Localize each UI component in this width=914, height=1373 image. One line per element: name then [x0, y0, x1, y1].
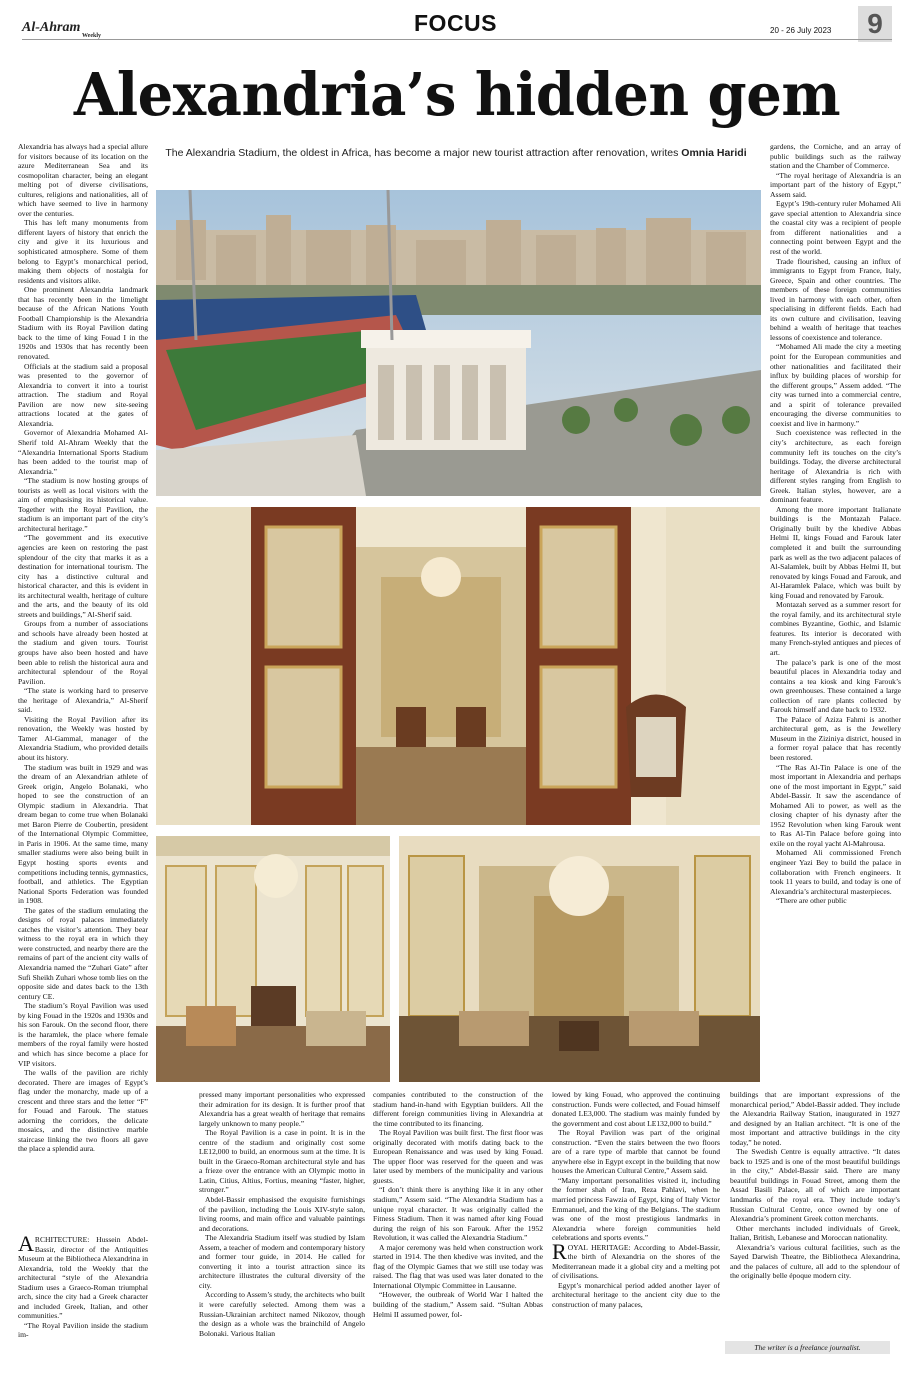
paragraph: The Royal Pavilion was built first. The first floor was originally decorated with motifs dating back to the European Renaissance and was used by king Fouad. The upper floor was reserved for the queen and was later used by members of the municipality and various guests.: [373, 1128, 543, 1185]
paragraph: Alexandria’s various cultural facilities, such as the Sayed Darwish Theatre, the Bibliotheca Alexandrina, and the palaces of culture, all add to the splendour of the originally belle époque modern city.: [730, 1242, 900, 1281]
paragraph: Officials at the stadium said a proposal was presented to the governor of Alexandria to convert it into a tourist attraction. The stadium and Royal Pavilion are now new site-seeing attractions located at the gates of Alexandria.: [18, 361, 148, 428]
paragraph: “The royal heritage of Alexandria is an important part of the history of Egypt,” Assem said.: [770, 170, 901, 199]
paragraph: Other merchants included individuals of Greek, Italian, British, Lebanese and Moroccan nationality.: [730, 1223, 900, 1243]
salon-photo-right: [399, 836, 760, 1082]
paragraph: “The state is working hard to preserve the heritage of Alexandria,” Al-Sherif said.: [18, 686, 148, 715]
paragraph: This has left many monuments from different layers of history that enrich the city and give it its luxurious and sophisticated atmosphere. Some of them belong to Egypt’s monarchical period, making them objects of nostalgia for residents and visitors alike.: [18, 218, 148, 285]
paragraph: The stadium was built in 1929 and was the dream of an Alexandrian athlete of Greek origin, Angelo Bolanaki, who hoped to see the construction of an Olympic stadium in Alexandria. That dream began to come true when Bolanaki met Baron Pierre de Coubertin, president of the International Olympic Committee, in Paris in 1906. At the same time, many smaller stadiums were also being built in Egypt hosting sports events and competitions including tennis, gymnastics, football, and athletics. The Egyptian National Sports Federation was founded in 1908.: [18, 762, 148, 906]
paragraph: “Mohamed Ali made the city a meeting point for the European communities and other nationalities and facilitated their influx by building places of worship for the different groups,” Assem added. “The city was turned into a commercial centre, and a spirit of tolerance prevailed encouraging the diverse communities to coexist and live in harmony.”: [770, 342, 901, 428]
article-column-bottom-3: [373, 1090, 543, 1362]
paragraph: gardens, the Corniche, and an array of public buildings such as the railway station and the Chamber of Commerce.: [770, 142, 901, 171]
paragraph: The Palace of Aziza Fahmi is another architectural gem, as is the Jewellery Museum in the Ziziniya district, housed in a former royal palace that has recently been restored.: [770, 714, 901, 762]
paragraph: [552, 1176, 720, 1243]
royal-pavilion-interior-photo: [156, 507, 760, 825]
paragraph: According to Assem’s study, the architects who built it were carefully selected. Among them was a Russian-Ukrainian architect named Nikozov, though the design as a whole was the brainchild of Angelo Bolonaki. Various Italian: [199, 1290, 365, 1338]
paragraph: The Swedish Centre is equally attractive. “It dates back to 1925 and is one of the most beautiful buildings in the city,” Abdel-Bassir said. There are many beautiful buildings in Fouad Street, among them the Assad Basili Palace, all of which are important landmarks of the royal era. They include today’s Russian Cultural Centre, once owned by one of Alexandria’s prominent Greek cotton merchants.: [730, 1147, 900, 1224]
paragraph: Such coexistence was reflected in the city’s architecture, as each foreign community left its touches on the city’s buildings. Today, the diverse architectural heritage of Alexandria is rich with different styles ranging from English to Greek. Italian styles, however, are a dominant feature.: [770, 428, 901, 505]
page-number: 9: [858, 6, 892, 42]
masthead-logo: Al-Ahram Weekly: [22, 20, 101, 39]
paragraph: Governor of Alexandria Mohamed Al-Sherif told Al-Ahram Weekly that the “Alexandria International Sports Stadium has been added to the tourist map of Alexandria.”: [18, 428, 148, 476]
article-column-bottom-2: [199, 1090, 365, 1362]
headline: Alexandria’s hidden gem: [73, 60, 841, 130]
paragraph: The stadium’s Royal Pavilion was used by king Fouad in the 1920s and 1930s and his son Farouk. On the second floor, there is the haramlek, the place where female members of the royal family were hosted and which has since become a place for VIP visitors.: [18, 1001, 148, 1068]
paragraph-text: According to Abdel-Bassir, the birth of Alexandria on the shores of the Mediterranean made it a global city and a melting pot of civilisations.: [552, 1242, 720, 1281]
paragraph: [552, 1090, 720, 1128]
subhead-lead: RCHITECTURE:: [34, 1235, 90, 1244]
paragraph: The Alexandria Stadium itself was studied by Islam Assem, a teacher of modern and contemporary history and former tour guide, in 2014. He called for converting it into a tourist attraction since its architecture illustrates the cultural diversity of the city.: [199, 1233, 365, 1290]
paragraph: buildings that are important expressions of the monarchical period,” Abdel-Bassir added. They include the Alexandria Railway Station, inaugurated in 1927 and designed by an Italian architect. “It is one of the most important and attractive buildings in the city today,” he noted.: [730, 1090, 900, 1147]
paragraph: “The government and its executive agencies are keen on restoring the past splendour of the city that marks it as a destination for international tourism. The city has a distinctive cultural and historical character, and this is evident in its architectural wealth, heritage of culture and the arts, and the beauty of its old streets and buildings,” Al-Sherif said.: [18, 533, 148, 619]
paragraph: Trade flourished, causing an influx of immigrants to Egypt from France, Italy, Greece, Spain and other countries. The members of these foreign communities lived in harmony with each other, often specialising in different fields. Each had its own culture and civilisation, leaving behind a wealth of heritage that teaches lessons of coexistence and tolerance.: [770, 256, 901, 342]
subhead-lead: OYAL HERITAGE:: [567, 1242, 631, 1252]
article-column-bottom-1: [18, 1235, 148, 1360]
paragraph: The palace’s park is one of the most beautiful places in Alexandria today and contains a tea kiosk and king Farouk’s own greenhouses. These contained a large collection of rare plants collected by Farouk himself and date back to 1932.: [770, 657, 901, 715]
article-column-right: [770, 142, 901, 1088]
salon-photo-left: [156, 836, 390, 1082]
paragraph: Groups from a number of associations and schools have already been hosted at the stadium and given tours. Tourist groups have also been hosted and have been able to relish the historical aura and architectural splendour of the Royal Pavilion.: [18, 619, 148, 686]
article-column-left: [18, 142, 148, 1232]
paragraph: A major ceremony was held when construction work started in 1914. The then khedive was invited, and the flag of the Olympic Games that we still use today was raised. The flag that was used was later donated to the International Olympic Committee in Lausanne.: [373, 1242, 543, 1290]
article-column-bottom-4: [552, 1090, 720, 1362]
issue-dates: 20 - 26 July 2023: [770, 26, 832, 35]
paragraph: Alexandria has always had a special allure for visitors because of its location on the azure Mediterranean Sea and its cosmopolitan character, being an elegant melting pot of diverse civilisations, cultures, religions and nationalities, all of which have seemed to live in harmony over the centuries.: [18, 142, 148, 218]
paragraph-text: “Many important personalities visited it, including the former shah of Iran, Reza Pahlavi, when he married princess Fawzia of Egypt, king of Italy Victor Emmanuel, and the king of the Belgians. The stadium was one of the most prestigious landmarks in Alexandria where foreign communities held celebrations and sports events.”: [552, 1175, 720, 1243]
stadium-aerial-photo: [156, 190, 761, 496]
paragraph: “However, the outbreak of World War I halted the building of the stadium,” Assem said. “Sultan Abbas Helmi II assumed power, fol-: [373, 1290, 543, 1319]
header-rule: [22, 39, 892, 40]
paragraph: [552, 1281, 720, 1310]
paragraph: [18, 1321, 148, 1340]
paragraph: pressed many important personalities who expressed their admiration for its design. It is further proof that Alexandria has a great wealth of heritage that remains largely unknown to many people.”: [199, 1090, 365, 1128]
paragraph: [552, 1128, 720, 1176]
standfirst: The Alexandria Stadium, the oldest in Africa, has become a major new tourist attraction after renovation, writes Omnia Haridi: [165, 147, 747, 159]
paragraph: “There are other public: [776, 896, 847, 906]
paragraph: Visiting the Royal Pavilion after its renovation, the Weekly was hosted by Tamer Al-Gammal, manager of the Alexandria Stadium, who provided details about its history.: [18, 714, 148, 762]
paragraph: Abdel-Bassir emphasised the exquisite furnishings of the pavilion, including the Louis XIV-style salon, living rooms, and main office and valuable paintings and decorations.: [199, 1195, 365, 1233]
paragraph: “The stadium is now hosting groups of tourists as well as local visitors with the aim of emphasising its historical value. Together with the Royal Pavilion, the stadium is an important part of the city’s architectural heritage.”: [18, 476, 148, 533]
paragraph: “The Ras Al-Tin Palace is one of the most important in Alexandria and perhaps one of the most important in Egypt,” said Abdel-Bassir. It saw the ascendance of Mohamed Ali to power, as well as the closing chapter of his dynasty after the 1952 Revolution when king Farouk went to Ras Al-Tin Palace before going into exile on the royal yacht Al-Mahrousa.: [770, 762, 901, 848]
paragraph-text: The Royal Pavilion was part of the original construction. “Even the stairs between the two floors are of a rare type of marble that cannot be found anywhere else in Egypt except in the building that now houses the American Cultural Centre,” Assem said.: [552, 1128, 720, 1176]
paragraph-text: “The Royal Pavilion inside the stadium im-: [18, 1320, 148, 1340]
paragraph: companies contributed to the construction of the stadium hand-in-hand with Egyptian builders. All the different foreign communities living in Alexandria at the time contributed to its financing.: [373, 1090, 543, 1128]
author-credit: The writer is a freelance journalist.: [725, 1341, 890, 1354]
paragraph: Egypt’s 19th-century ruler Mohamed Ali gave special attention to Alexandria since the coastal city was a recipient of people from different nationalities and a connecting point between Egypt and the rest of the world.: [770, 199, 901, 257]
paragraph: [552, 1238, 720, 1281]
paragraph: [18, 1235, 148, 1321]
paragraph: The Royal Pavilion is a case in point. It is in the centre of the stadium and originally cost some LE12,000 to build, an enormous sum at the time. It is built in the Graeco-Roman architectural style and has a frieze over the entrance with an Olympic motto in Latin, Citius, Altius, Fortius, meaning “faster, higher, stronger.”: [199, 1128, 365, 1195]
paragraph: Montazah served as a summer resort for the royal family, and its architectural style combines Byzantine, Gothic, and Islamic features. Its interior is decorated with many French-styled antiques and pieces of art.: [770, 600, 901, 657]
paragraph: Among the more important Italianate buildings is the Montazah Palace. Originally built by the khedive Abbas Helmi II, kings Fouad and Farouk later completed it and built the surrounding park as well as the two adjacent palaces of Al-Salamlek, built by Abbas Helmi II, but renovated by kings Fouad and Farouk, and Al-Haramlek Palace, which was built by king Fouad and renovated by Farouk.: [770, 504, 901, 600]
article-column-bottom-5: [730, 1090, 900, 1340]
paragraph-text: Hussein Abdel-Bassir, director of the Antiquities Museum at the Bibliotheca Alexandrina in Alexandria, told the Weekly that the architectural “style of the Alexandria Stadium uses a Graeco-Roman triumphal arch, since the city had a Greek character and included Greek, Italian, and other communities.”: [18, 1235, 148, 1321]
drop-cap: A: [18, 1235, 34, 1256]
drop-cap: R: [552, 1238, 567, 1264]
paragraph: One prominent Alexandria landmark that has recently been in the limelight because of the African Nations Youth Football Championship is the Alexandria Stadium with its Royal Pavilion dating back to the time of king Fouad I in the 1920s and 1930s that has recently been renovated.: [18, 285, 148, 362]
paragraph: The gates of the stadium emulating the designs of royal palaces immediately catches the visitor’s attention. They bear witness to the royal era in which they were constructed, and nearby there are the remains of part of the ancient city walls of Alexandria named the “Zuhari Gate” after Sufi Sheikh Zuhari whose tomb lies on the opposite side and dates back to the 13th century CE.: [18, 905, 148, 1001]
paragraph-text: Egypt’s monarchical period added another layer of architectural heritage to the ancient city due to the construction of many palaces,: [552, 1280, 720, 1310]
paragraph-text: lowed by king Fouad, who approved the continuing construction. Funds were collected, and Fouad himself donated LE3,000. The stadium was mainly funded by the government and cost about LE132,000 to build.”: [552, 1090, 720, 1128]
paragraph: “I don’t think there is anything like it in any other stadium,” Assem said. “The Alexandria Stadium has a unique royal character. It was originally called the Fitness Stadium. Then it was named after king Fouad during the reign of his son Farouk. After the 1952 Revolution, it was called the Alexandria Stadium.”: [373, 1185, 543, 1243]
paragraph: The walls of the pavilion are richly decorated. There are images of Egypt’s flag under the monarchy, made up of a crescent and three stars and the letter “F” for Fouad and Farouk. The statues adorning the corridors, the delicate mosaics, and the distinctive marble staircase linking the two floors all gave the place a splendid aura.: [18, 1068, 148, 1154]
author-name: Omnia Haridi: [681, 147, 747, 159]
paragraph: Mohamed Ali commissioned French engineer Yazi Bey to build the palace in collaboration with French engineers. It took 11 years to build, and today is one of Alexandria’s architectural masterpieces.: [770, 848, 901, 896]
section-title: FOCUS: [414, 10, 497, 36]
